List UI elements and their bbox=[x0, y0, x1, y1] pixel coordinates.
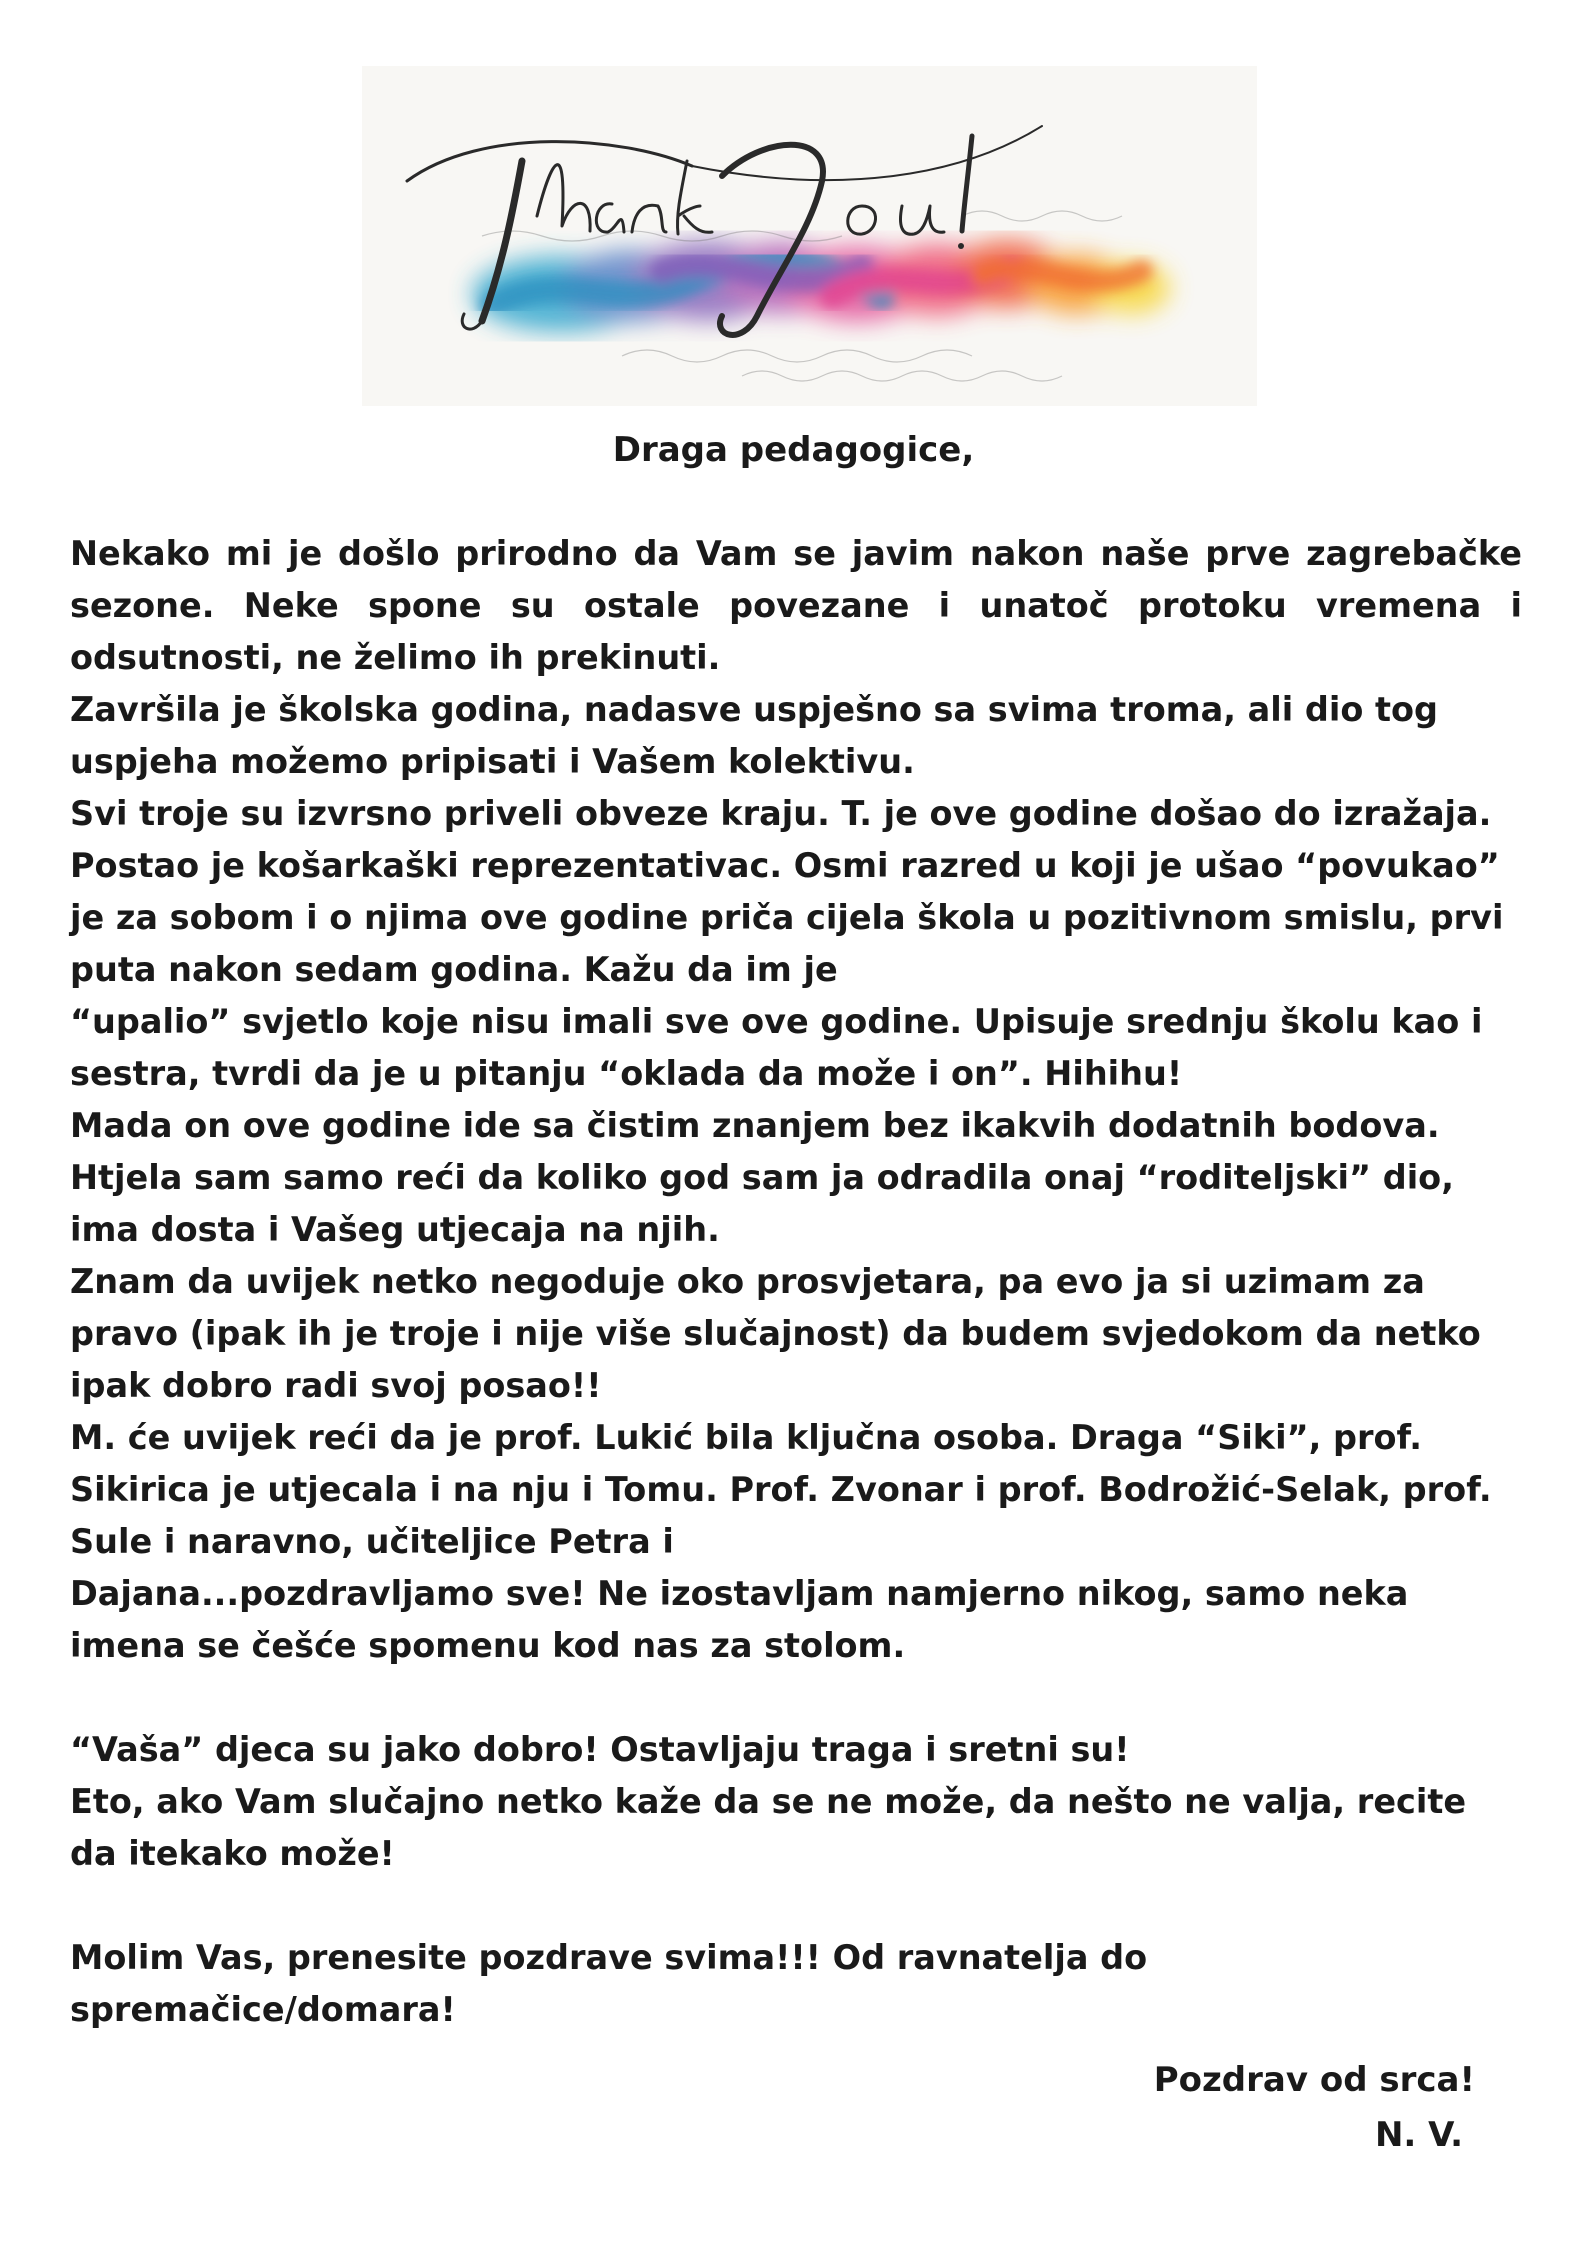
thank-you-banner-image bbox=[362, 66, 1257, 406]
paragraph: Svi troje su izvrsno priveli obveze kraju. T. je ove godine došao do izražaja. Postao je košarkaški reprezentativac. Osmi razred u koji je ušao “povukao” je za sobom i o njima ove godine priča cijela škola u pozitivnom smislu, prvi puta nakon sedam godina. Kažu da im je bbox=[70, 794, 1504, 989]
signoff bbox=[1015, 2053, 1475, 2163]
watercolor-thank-you-illustration bbox=[362, 66, 1257, 406]
paragraph: Nekako mi je došlo prirodno da Vam se javim nakon naše prve zagrebačke sezone. Neke spone su ostale povezane i unatoč protoku vremena i odsutnosti, ne želimo ih prekinuti. bbox=[70, 534, 1522, 677]
paragraph: Dajana...pozdravljamo sve! Ne izostavljam namjerno nikog, samo neka imena se češće spomenu kod nas za stolom. bbox=[70, 1574, 1409, 1665]
closing-line: Pozdrav od srca! bbox=[1153, 2060, 1475, 2100]
paragraph-gap bbox=[70, 1672, 1522, 1724]
paragraph: “upalio” svjetlo koje nisu imali sve ove godine. Upisuje srednju školu kao i sestra, tvrdi da je u pitanju “oklada da može i on”. Hihihu! bbox=[70, 1002, 1483, 1093]
signature-initials: N. V. bbox=[1374, 2115, 1463, 2155]
paragraph: Molim Vas, prenesite pozdrave svima!!! Od ravnatelja do spremačice/domara! bbox=[70, 1938, 1148, 2029]
paragraph: Znam da uvijek netko negoduje oko prosvjetara, pa evo ja si uzimam za pravo (ipak ih je troje i nije više slučajnost) da budem svjedokom da netko ipak dobro radi svoj posao!! bbox=[70, 1262, 1481, 1405]
letter-body bbox=[70, 528, 1522, 2036]
paragraph: M. će uvijek reći da je prof. Lukić bila ključna osoba. Draga “Siki”, prof. Sikirica je utjecala i na nju i Tomu. Prof. Zvonar i prof. Bodrožić-Selak, prof. Sule i naravno, učiteljice Petra i bbox=[70, 1418, 1492, 1561]
paragraph-gap bbox=[70, 1880, 1522, 1932]
paragraph: Završila je školska godina, nadasve uspješno sa svima troma, ali dio tog uspjeha možemo pripisati i Vašem kolektivu. bbox=[70, 690, 1439, 781]
paragraph: Htjela sam samo reći da koliko god sam ja odradila onaj “roditeljski” dio, ima dosta i Vašeg utjecaja na njih. bbox=[70, 1158, 1454, 1249]
paragraph: Eto, ako Vam slučajno netko kaže da se ne može, da nešto ne valja, recite da itekako može! bbox=[70, 1782, 1467, 1873]
paragraph: “Vaša” djeca su jako dobro! Ostavljaju traga i sretni su! bbox=[70, 1730, 1130, 1769]
greeting: Draga pedagogice, bbox=[612, 430, 975, 470]
paragraph: Mada on ove godine ide sa čistim znanjem bez ikakvih dodatnih bodova. bbox=[70, 1106, 1440, 1145]
